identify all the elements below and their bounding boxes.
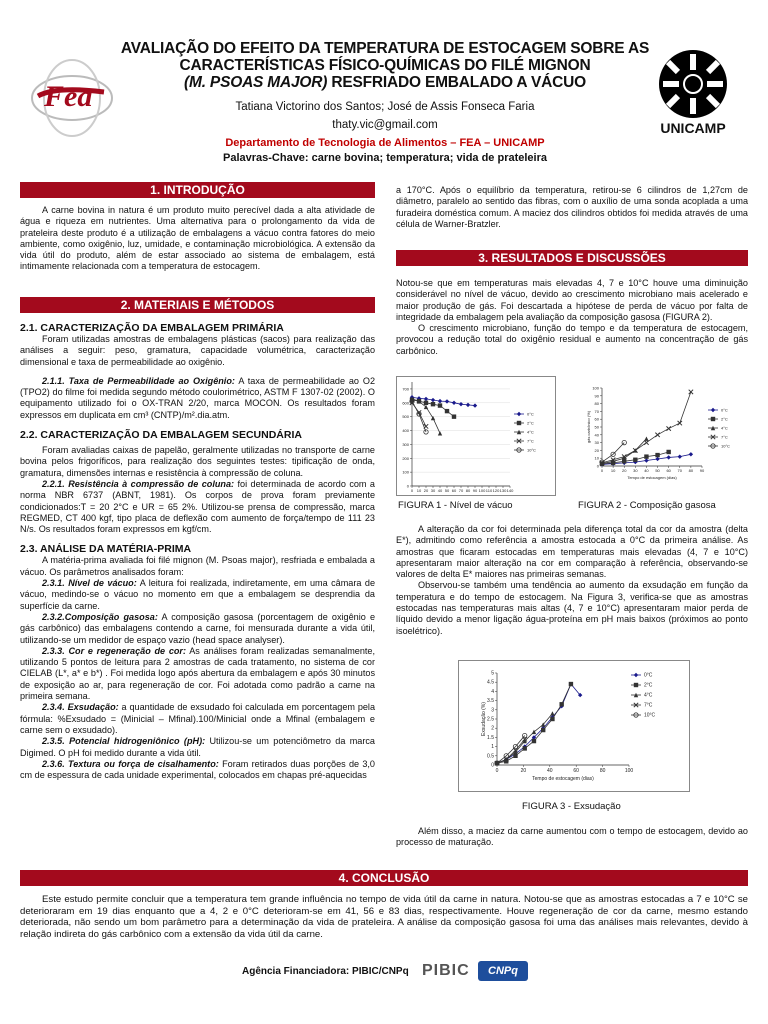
- x-tick-label: 20: [423, 488, 429, 493]
- unicamp-emblem-icon: [652, 46, 734, 122]
- legend-label: 7°C: [527, 438, 534, 444]
- data-point: [550, 717, 554, 721]
- legend-label: 0°C: [721, 407, 728, 413]
- x-tick-label: 80: [688, 468, 694, 473]
- figure-2-caption: FIGURA 2 - Composição gasosa: [578, 500, 716, 511]
- y-tick-label: 50: [594, 424, 599, 430]
- data-point: [644, 458, 648, 462]
- x-tick-label: 20: [520, 768, 527, 774]
- legend-marker: [634, 683, 638, 687]
- y-tick-label: 400: [402, 428, 409, 434]
- data-point: [541, 728, 545, 732]
- data-point: [622, 440, 626, 444]
- x-tick-label: 60: [451, 488, 457, 493]
- x-tick-label: 0: [495, 768, 499, 774]
- x-tick-label: 0: [600, 468, 604, 473]
- y-tick-label: 700: [402, 386, 409, 392]
- legend-marker: [711, 417, 715, 421]
- x-tick-label: 80: [599, 768, 606, 774]
- data-point: [424, 401, 428, 405]
- y-tick-label: 100: [402, 469, 409, 475]
- data-point: [523, 746, 527, 750]
- y-tick-label: 600: [402, 400, 409, 406]
- x-tick-label: 40: [437, 488, 443, 493]
- legend-label: 7°C: [644, 702, 653, 709]
- results-text-1: Notou-se que em temperaturas mais elevadas 4, 7 e 10°C houve uma diminuição considerável no nível de vácuo, devido ao crescimento microbiano mais acelerado e maior produção de gás. Foi descartada a hipótese de perda de vácuo por falta de integridade da embalagem pela avaliação da composição gasosa (FIGURA 2). O crescimento microbiano, função do tempo e da temperatura de estocagem, provocou a redução total do oxigênio residual e aumento na concentração de gás carbônico.: [396, 278, 748, 356]
- intro-text: A carne bovina in natura é um produto muito perecível dada a alta atividade de água e riqueza em nutrientes. Uma alternativa para o prolongamento da vida de prateleira deste produto é a utilização de embalagens a vácuo contra fatores do meio ambiente, como oxigênio, luz, umidade, e contaminação microbiológica. A extensão da vida útil do produto, além de estar associado ao sistema de embalagem, está intimamente relacionada com a temperatura de estocagem.: [20, 205, 375, 272]
- data-point: [438, 403, 442, 407]
- y-axis-label: gás carbônico (%): [586, 410, 591, 444]
- x-axis-label: Tempo de estocagem (dias): [532, 776, 594, 782]
- y-tick-label: 40: [594, 432, 599, 438]
- unicamp-logo: [652, 46, 734, 141]
- y-tick-label: 2: [491, 725, 494, 732]
- methods-text: 2.1. CARACTERIZAÇÃO DA EMBALAGEM PRIMÁRIA Foram utilizadas amostras de embalagens plásticas (sacos) para realização das análises a seguir: peso, gramatura, capacidade volumétrica, caracterização dimensional e taxa de permeabilidade ao oxigênio. 2.1.1. Taxa de Permeabilidade ao Oxigênio: A taxa de permeabilidade ao O2 (TPO2) do filme foi medida segundo método coulorimétrico, ASTM F 1307-02 (2002). O equipamento utilizado foi o OX-TRAN 2/20, marca MOCON. Os resultados foram expressos em duplicata em cm³ (CNTP)/m².dia.atm. 2.2. CARACTERIZAÇÃO DA EMBALAGEM SECUNDÁRIA Foram avaliadas caixas de papelão, geralmente utilizadas no transporte de carne bovina pelos frigoríficos, para realização dos seguintes testes: tipificação de onda, gramatura, dimensões internas e resistência à compressão de coluna. 2.2.1. Resistência à compressão de coluna: foi determinada de acordo com a norma NBR 6737 (ABNT, 1981). Os corpos de prova foram previamente condicionados:T = 20 2°C e UR = 65 2%. Utilizou-se prensa de compressão, marca REGMED, CT 400 kgf, tipo placa de deflexão com aumento de força/tempo de 111 23 N/s. Os resultados foram expressos em kgf/cm. 2.3. ANÁLISE DA MATÉRIA-PRIMA A matéria-prima avaliada foi filé mignon (M. Psoas major), resfriada e embalada a vácuo. Os parâmetros analisados foram: 2.3.1. Nível de vácuo: A leitura foi realizada, indiretamente, em uma câmara de vácuo, medindo-se o vácuo no momento em que a embalagem se desprendia da superfície da carne. 2.3.2.Composição gasosa: A composição gasosa (porcentagem de oxigênio e gás carbônico) das embalagens contendo a carne, foi mensurada durante a vida útil, utilizando-se um medidor de espaço vazio (head space analyser). 2.3.3. Cor e regeneração de cor: As análises foram realizadas semanalmente, utilizando 5 pontos de leitura para 2 amostras de cada tratamento, no sistema de cor CIELAB (L*, a* e b*) . Foi medida logo após abertura da embalagem e após 30 minutos de exposição ao ar, para regeneração de cor. Foi adotada como padrão a carne na primeira semana. 2.3.4. Exsudação: a quantidade de exsudado foi calculada em porcentagem pela fórmula: %Exsudado = (Minicial – Mfinal).100/Minicial onde a Mfinal (embalagem e carne sem o exsudado). 2.3.5. Potencial hidrogeniônico (pH): Utilizou-se um potenciômetro da marca Digimed. O pH foi medido durante a vida útil. 2.3.6. Textura ou força de cisalhamento: Foram retirados duas porções de 3,0 cm de espessura de cada unidade experimental, colocados em chapas pré-aquecidas: [20, 322, 376, 781]
- data-point: [644, 454, 648, 458]
- x-tick-label: 70: [458, 488, 464, 493]
- y-tick-label: 20: [594, 447, 599, 453]
- x-tick-label: 110: [485, 488, 493, 493]
- pibic-logo: PIBIC: [422, 962, 470, 979]
- data-point: [633, 458, 637, 462]
- legend-label: 10°C: [721, 443, 730, 449]
- x-tick-label: 100: [478, 488, 486, 493]
- data-point: [655, 457, 659, 461]
- y-tick-label: 70: [594, 408, 599, 414]
- y-tick-label: 10: [594, 455, 599, 461]
- data-point: [689, 390, 693, 394]
- data-point: [655, 453, 659, 457]
- figure-1: [396, 376, 556, 496]
- cnpq-logo: [478, 961, 528, 981]
- data-point: [678, 454, 682, 458]
- data-point: [569, 682, 573, 686]
- data-point: [550, 711, 554, 715]
- y-tick-label: 3: [491, 707, 494, 714]
- figure-2-chart: [572, 380, 752, 492]
- x-tick-label: 30: [430, 488, 436, 493]
- figure-3-chart: [459, 661, 689, 791]
- results-text-3: Além disso, a maciez da carne aumentou com o tempo de estocagem, devido ao processo de maturação.: [396, 826, 748, 848]
- chart-frame: [397, 377, 556, 496]
- y-tick-label: 4: [491, 688, 494, 695]
- y-tick-label: 5: [491, 670, 494, 677]
- figure-2: [572, 380, 752, 492]
- figure-3-caption: FIGURA 3 - Exsudação: [522, 801, 621, 812]
- figure-1-caption: FIGURA 1 - Nível de vácuo: [398, 500, 513, 511]
- y-tick-label: 1: [491, 744, 494, 751]
- results-text-2: A alteração da cor foi determinada pela diferença total da cor da amostra (delta E*), admitindo como referência a amostra estocada a 0°C da primeira análise. As amostras que ficaram estocadas em temperaturas mais elevadas (4, 7 e 10°C) apresentaram maior alteração na cor em comparação à referência, observando-se valores de delta E* maiores nas primeiras semanas. Observou-se também uma tendência ao aumento da exsudação em função da temperatura e do tempo de estocagem. Na Figura 3, verifica-se que as amostras estocadas nas temperaturas mais altas (4, 7 e 10°C) apresentaram maior perda de líquido devido a menor ligação água-proteína em pH mais baixos (próximos ao ponto isoelétrico).: [396, 524, 748, 636]
- section-4-heading: 4. CONCLUSÃO: [20, 870, 748, 886]
- x-tick-label: 90: [472, 488, 478, 493]
- figure-1-chart: [396, 376, 556, 496]
- series-line: [497, 684, 571, 763]
- series-line: [497, 684, 580, 763]
- legend-label: 10°C: [644, 712, 656, 719]
- y-tick-label: 90: [594, 393, 599, 399]
- x-tick-label: 60: [573, 768, 579, 774]
- x-tick-label: 120: [492, 488, 500, 493]
- poster-title: AVALIAÇÃO DO EFEITO DA TEMPERATURA DE ESTOCAGEM SOBRE AS CARACTERÍSTICAS FÍSICO-QUÍMICAS DO FILÉ MIGNON (M. PSOAS MAJOR) RESFRIADO EMBALADO A VÁCUO: [120, 40, 650, 91]
- legend-label: 0°C: [644, 672, 653, 679]
- legend-label: 2°C: [721, 416, 728, 422]
- figure-3: [458, 660, 690, 792]
- x-tick-label: 10: [416, 488, 422, 493]
- legend-label: 10°C: [527, 447, 536, 453]
- keywords: Palavras-Chave: carne bovina; temperatura; vida de prateleira: [222, 152, 548, 164]
- legend-marker: [517, 421, 521, 425]
- y-tick-label: 2.5: [487, 716, 494, 723]
- x-tick-label: 100: [624, 768, 634, 774]
- x-tick-label: 50: [655, 468, 660, 473]
- x-tick-label: 80: [465, 488, 471, 493]
- unicamp-logo-text: UNICAMP: [660, 120, 726, 136]
- x-tick-label: 40: [644, 468, 649, 473]
- fea-logo: [26, 52, 116, 142]
- y-axis-label: Exsudação (%): [481, 702, 487, 736]
- legend-label: 4°C: [721, 425, 728, 431]
- section-3-heading: 3. RESULTADOS E DISCUSSÕES: [396, 250, 748, 266]
- x-tick-label: 130: [499, 488, 507, 493]
- y-tick-label: 300: [402, 441, 409, 447]
- series-line: [497, 713, 552, 763]
- legend-label: 4°C: [527, 429, 534, 435]
- y-tick-label: 0.5: [487, 753, 494, 760]
- x-tick-label: 70: [677, 468, 683, 473]
- y-tick-label: 30: [594, 440, 599, 446]
- data-point: [678, 421, 682, 425]
- x-tick-label: 90: [699, 468, 705, 473]
- y-tick-label: 80: [594, 401, 599, 407]
- data-point: [666, 455, 670, 459]
- legend-label: 2°C: [644, 682, 653, 689]
- data-point: [666, 450, 670, 454]
- x-tick-label: 60: [666, 468, 671, 473]
- methods-continued-text: a 170°C. Após o equilíbrio da temperatura, retirou-se 6 cilindros de 1,27cm de diâmetro, paralelo ao sentido das fibras, com o auxílio de uma sonda acoplada a uma furadeira doméstica comum. A maciez dos cilindros obtidos foi medida através de uma célula de Warner-Bratzler.: [396, 185, 748, 229]
- x-tick-label: 50: [444, 488, 450, 493]
- data-point: [559, 702, 563, 706]
- section-1-heading: 1. INTRODUÇÃO: [20, 182, 375, 198]
- section-2-heading: 2. MATERIAIS E MÉTODOS: [20, 297, 375, 313]
- authors: Tatiana Victorino dos Santos; José de Assis Fonseca Faria: [235, 101, 535, 113]
- data-point: [655, 433, 659, 437]
- legend-label: 7°C: [721, 434, 728, 440]
- x-tick-label: 0: [410, 488, 414, 493]
- x-tick-label: 20: [621, 468, 627, 473]
- legend-label: 0°C: [527, 411, 534, 417]
- data-point: [666, 426, 670, 430]
- x-tick-label: 40: [547, 768, 553, 774]
- email: thaty.vic@gmail.com: [332, 119, 438, 131]
- y-tick-label: 200: [402, 455, 409, 461]
- fea-logo-text: Fea: [44, 80, 93, 113]
- data-point: [644, 440, 648, 444]
- conclusion-text: Este estudo permite concluir que a temperatura tem grande influência no tempo de vida útil da carne in natura. Notou-se que as amostras estocadas a 7 e 10°C se deterioraram em 19 dias enquanto que a 4, 2 e 0°C deterioram-se em 41, 56 e 83 dias, respectivamente. Houve regeneração de cor da carne, mesmo estando deteriorada, não sendo um bom parâmetro para a determinação da vida de prateleira. A análise da composição gasosa foi uma das análises mais relevantes, devido à relação indireta do gás carbônico com a extensão da vida útil da carne.: [20, 894, 748, 940]
- x-tick-label: 30: [633, 468, 638, 473]
- data-point: [431, 402, 435, 406]
- legend-label: 4°C: [644, 692, 653, 699]
- y-tick-label: 1.5: [487, 734, 494, 741]
- x-tick-label: 10: [610, 468, 616, 473]
- legend-label: 2°C: [527, 420, 534, 426]
- legend-marker: [711, 408, 715, 412]
- data-point: [445, 409, 449, 413]
- x-tick-label: 140: [506, 488, 514, 493]
- data-point: [689, 452, 693, 456]
- y-tick-label: 0: [596, 463, 599, 469]
- funding-agency: Agência Financiadora: PIBIC/CNPq: [242, 966, 409, 977]
- y-tick-label: 0: [491, 762, 494, 769]
- y-tick-label: 100: [592, 385, 599, 391]
- data-point: [532, 739, 536, 743]
- y-tick-label: 3.5: [487, 698, 494, 705]
- data-point: [644, 437, 648, 441]
- y-tick-label: 60: [594, 416, 599, 422]
- y-tick-label: 0: [406, 483, 409, 489]
- cnpq-logo-text: CNPq: [488, 965, 518, 977]
- department: Departamento de Tecnologia de Alimentos – FEA – UNICAMP: [225, 137, 545, 149]
- x-axis-label: Tempo de estocagem (dias): [627, 475, 677, 480]
- legend-marker: [634, 673, 638, 677]
- y-tick-label: 500: [402, 414, 409, 420]
- y-tick-label: 4.5: [487, 679, 494, 686]
- data-point: [452, 414, 456, 418]
